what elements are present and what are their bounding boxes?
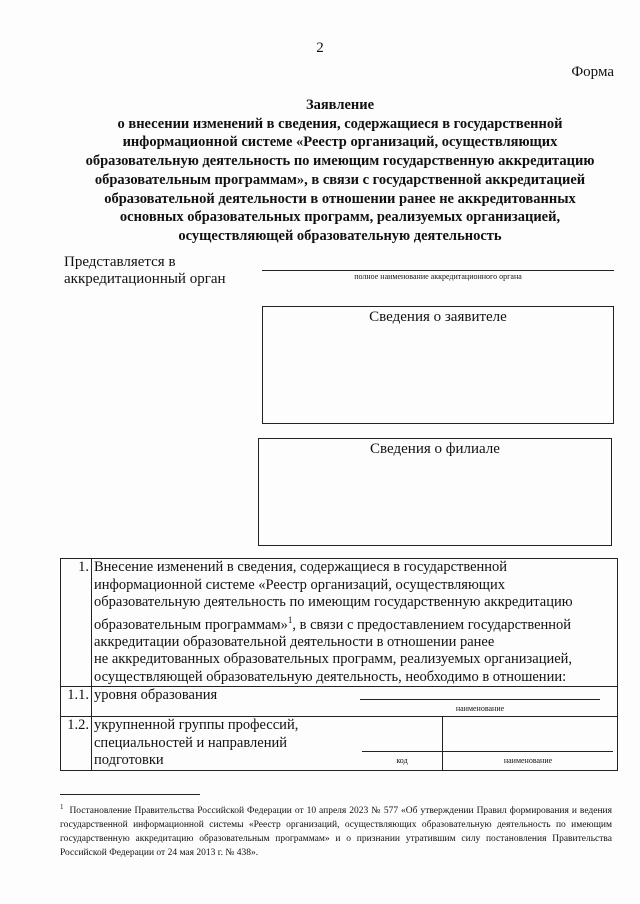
title-line: осуществляющей образовательную деятельность [178, 227, 502, 244]
row-text-line: информационной системе «Реестр организаций, осуществляющих [94, 576, 505, 593]
title-line: образовательную деятельность по имеющим государственную аккредитацию [85, 153, 595, 170]
row-text [92, 559, 618, 687]
education-level-cell[interactable] [92, 687, 618, 717]
row-text-fragment: образовательным программам» [94, 616, 288, 633]
changes-table [60, 558, 618, 771]
applicant-info-box[interactable] [262, 306, 614, 424]
specialty-name-cell[interactable] [443, 717, 618, 771]
specialty-label-line: укрупненной группы профессий, [94, 717, 299, 734]
table-row [61, 717, 618, 771]
title-line: Заявление [305, 97, 375, 113]
specialty-name-caption: наименование [503, 756, 553, 766]
title-line: образовательным программам», в связи с государственной аккредитацией [94, 171, 586, 188]
branch-box-title: Сведения о филиале [370, 441, 500, 457]
accreditation-organ-caption: полное наименование аккредитационного органа [354, 272, 522, 281]
title-line: о внесении изменений в сведения, содержащиеся в государственной [117, 115, 563, 132]
footnote [60, 800, 612, 860]
title-line: информационной системе «Реестр организаций, осуществляющих [122, 134, 558, 151]
footnote-ref: 1 [287, 614, 293, 625]
submitted-line-1: Представляется в [64, 254, 176, 270]
footnote-text: Постановление Правительства Российской Федерации от 10 апреля 2023 № 577 «Об утверждении Правил формирования и ведения государственной информационной системы «Реестр организаций, осуществляющих образовательную деятельность по имеющим государственную аккредитацию образовательным программам» и о признании утратившим силу постановления Правительства Российской Федерации от 24 мая 2013 г. № 438». [60, 806, 613, 859]
row-text-line: образовательную деятельность по имеющим государственную аккредитацию [94, 594, 573, 610]
specialty-label-line: подготовки [94, 752, 164, 769]
applicant-box-title: Сведения о заявителе [369, 309, 507, 325]
footnote-mark: 1 [60, 803, 64, 811]
row-number: 1.1. [61, 687, 92, 717]
row-number: 1.2. [61, 717, 92, 771]
specialty-group-cell[interactable] [92, 717, 443, 771]
row-text-line: осуществляющей образовательную деятельность, необходимо в отношении: [94, 668, 567, 685]
specialty-label-line: специальностей и направлений [94, 734, 287, 751]
document-title [40, 96, 640, 246]
accreditation-organ-field[interactable] [262, 270, 614, 271]
row-text-line [94, 612, 615, 634]
form-label: Форма [571, 64, 614, 80]
title-line: образовательной деятельности в отношении ранее не аккредитованных [104, 190, 576, 207]
row-text-fragment: , в связи с предоставлением государственной [292, 616, 572, 633]
page-number: 2 [316, 40, 324, 56]
table-row [61, 559, 618, 687]
branch-info-box[interactable] [258, 438, 612, 546]
specialty-code-caption: код [396, 756, 408, 766]
submitted-line-2: аккредитационный орган [64, 271, 226, 287]
education-level-label: уровня образования [94, 687, 218, 704]
row-text-line: Внесение изменений в сведения, содержащиеся в государственной [94, 559, 508, 575]
education-level-caption: наименование [455, 704, 505, 714]
table-row [61, 687, 618, 717]
row-text-line: не аккредитованных образовательных программ, реализуемых организацией, [94, 651, 573, 668]
row-text-line: аккредитации образовательной деятельности в отношении ранее [94, 633, 495, 650]
submitted-to-label [64, 254, 226, 288]
footnote-separator [60, 794, 200, 795]
title-line: основных образовательных программ, реализуемых организацией, [119, 209, 561, 226]
row-number: 1. [61, 559, 92, 687]
